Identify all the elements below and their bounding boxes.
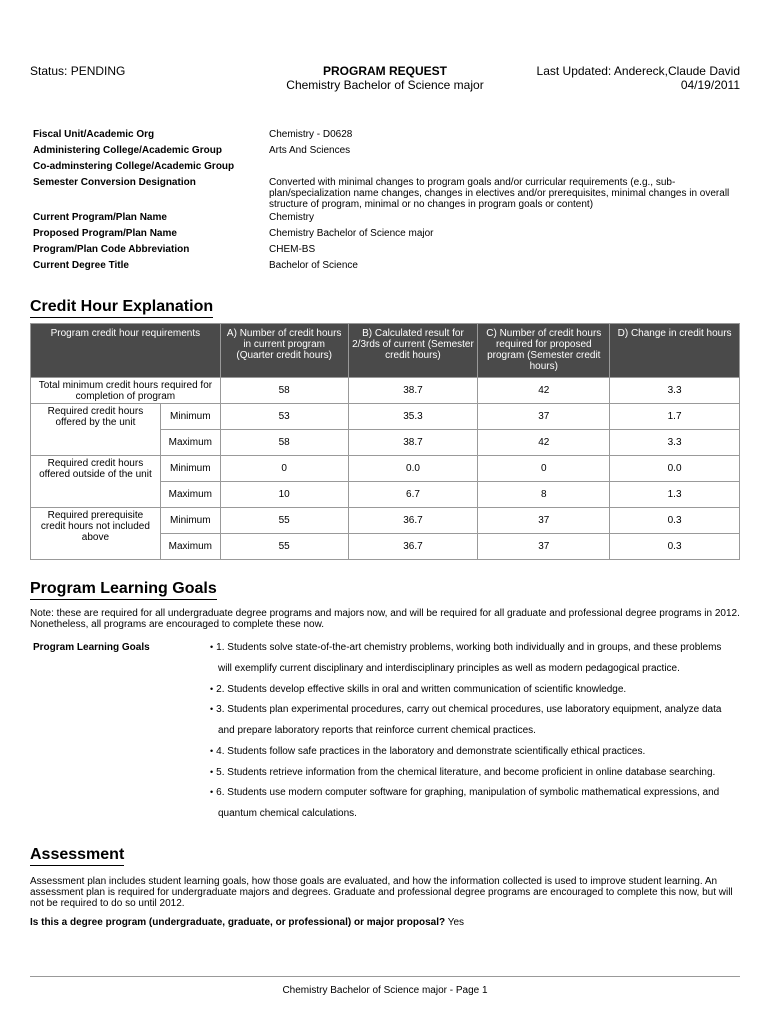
- table-cell: 55: [220, 534, 348, 560]
- credit-hour-heading: Credit Hour Explanation: [30, 298, 213, 318]
- goal-text-continued: and prepare laboratory reports that reinforce current chemical practices.: [218, 725, 536, 736]
- bullet-icon: •: [210, 684, 214, 694]
- table-cell: 53: [220, 404, 348, 430]
- row-sublabel: Maximum: [160, 430, 220, 456]
- current-plan-label: Current Program/Plan Name: [33, 212, 167, 223]
- column-header: A) Number of credit hours in current program (Quarter credit hours): [220, 324, 348, 378]
- table-cell: 58: [220, 430, 348, 456]
- table-cell: 36.7: [348, 508, 478, 534]
- goal-text: 5. Students retrieve information from the chemical literature, and become proficient in online database searching.: [216, 767, 716, 778]
- column-header: B) Calculated result for 2/3rds of current (Semester credit hours): [348, 324, 478, 378]
- table-cell: 42: [478, 378, 610, 404]
- goal-text: 2. Students develop effective skills in oral and written communication of scientific knowledge.: [216, 684, 627, 695]
- table-cell: 42: [478, 430, 610, 456]
- plan-code-label: Program/Plan Code Abbreviation: [33, 244, 190, 255]
- admin-college-label: Administering College/Academic Group: [33, 145, 222, 156]
- degree-program-question: [30, 917, 742, 928]
- table-cell: 35.3: [348, 404, 478, 430]
- row-sublabel: Minimum: [160, 404, 220, 430]
- table-cell: 36.7: [348, 534, 478, 560]
- table-cell: 1.3: [610, 482, 740, 508]
- question-answer: Yes: [447, 917, 465, 928]
- table-header-row: [31, 324, 740, 378]
- goal-item: [210, 642, 721, 653]
- table-cell: 0: [478, 456, 610, 482]
- status-text: Status: PENDING: [30, 64, 126, 78]
- goal-item: [210, 787, 719, 798]
- degree-title-value: Bachelor of Science: [269, 260, 358, 271]
- row-label: Required credit hours offered by the unit: [31, 404, 161, 456]
- table-cell: 6.7: [348, 482, 478, 508]
- table-cell: 38.7: [348, 378, 478, 404]
- page-subtitle: Chemistry Bachelor of Science major: [286, 78, 484, 92]
- table-cell: 3.3: [610, 378, 740, 404]
- bullet-icon: •: [210, 746, 214, 756]
- table-cell: 3.3: [610, 430, 740, 456]
- table-row: [31, 508, 740, 534]
- goal-text: 3. Students plan experimental procedures, carry out chemical procedures, use laboratory equipment, analyze data: [216, 704, 722, 715]
- goal-item: [210, 704, 721, 715]
- fiscal-unit-value: Chemistry - D0628: [269, 129, 353, 140]
- column-header: Program credit hour requirements: [31, 324, 221, 378]
- goal-text: 4. Students follow safe practices in the laboratory and demonstrate scientifically ethical practices.: [216, 746, 646, 757]
- row-label: Required prerequisite credit hours not included above: [31, 508, 161, 560]
- table-cell: 37: [478, 404, 610, 430]
- table-cell: 1.7: [610, 404, 740, 430]
- goal-text: 1. Students solve state-of-the-art chemistry problems, working both individually and in groups, and these problems: [216, 642, 722, 653]
- bullet-icon: •: [210, 642, 214, 652]
- row-sublabel: Minimum: [160, 508, 220, 534]
- proposed-plan-label: Proposed Program/Plan Name: [33, 228, 177, 239]
- column-header: C) Number of credit hours required for proposed program (Semester credit hours): [478, 324, 610, 378]
- table-cell: 0.3: [610, 508, 740, 534]
- learning-goals-heading: Program Learning Goals: [30, 580, 217, 600]
- column-header: D) Change in credit hours: [610, 324, 740, 378]
- table-cell: 0.0: [610, 456, 740, 482]
- goal-text-continued: will exemplify current disciplinary and interdisciplinary principles as well as modern pedagogical practice.: [218, 663, 680, 674]
- row-sublabel: Minimum: [160, 456, 220, 482]
- table-cell: 0: [220, 456, 348, 482]
- credit-hour-table: [30, 323, 740, 560]
- table-cell: 58: [220, 378, 348, 404]
- admin-college-value: Arts And Sciences: [269, 145, 351, 156]
- fiscal-unit-label: Fiscal Unit/Academic Org: [33, 129, 155, 140]
- semester-conversion-value: Converted with minimal changes to program goals and/or curricular requirements (e.g., sub-plan/specialization name changes, changes in electives and/or prerequisites, minimal changes in overall structure of program, minimal or no changes in program goals or content): [269, 177, 730, 210]
- goal-item: [210, 767, 715, 778]
- table-cell: 38.7: [348, 430, 478, 456]
- goal-text: 6. Students use modern computer software for graphing, manipulation of symbolic mathematical expressions, and: [216, 787, 720, 798]
- learning-goals-label: Program Learning Goals: [33, 642, 150, 653]
- assessment-text: Assessment plan includes student learning goals, how those goals are evaluated, and how the information collected is used to improve student learning. An assessment plan is required for undergraduate majors and degrees. Graduate and professional degree programs are encouraged to complete this now, but will not be required to do so until 2012.: [30, 876, 733, 909]
- goal-text-continued: quantum chemical calculations.: [218, 808, 357, 819]
- bullet-icon: •: [210, 787, 214, 797]
- page-title: PROGRAM REQUEST: [322, 64, 447, 78]
- learning-goals-note: Note: these are required for all undergraduate degree programs and majors now, and will be required for all graduate and professional degree programs in 2012. Nonetheless, all programs are encouraged to complete these now.: [30, 608, 740, 630]
- page-footer: Chemistry Bachelor of Science major - Page 1: [282, 985, 488, 996]
- degree-title-label: Current Degree Title: [33, 260, 129, 271]
- table-cell: 37: [478, 534, 610, 560]
- question-text: Is this a degree program (undergraduate, graduate, or professional) or major proposal?: [30, 917, 446, 928]
- row-sublabel: Maximum: [160, 482, 220, 508]
- footer-divider: [30, 976, 740, 977]
- row-label: Total minimum credit hours required for completion of program: [31, 378, 221, 404]
- last-updated-text: Last Updated: Andereck,Claude David: [536, 64, 740, 78]
- row-label: Required credit hours offered outside of the unit: [31, 456, 161, 508]
- bullet-icon: •: [210, 767, 214, 777]
- table-cell: 10: [220, 482, 348, 508]
- table-cell: 55: [220, 508, 348, 534]
- last-updated-date: 04/19/2011: [680, 78, 740, 92]
- goal-item: [210, 746, 645, 757]
- table-cell: 0.3: [610, 534, 740, 560]
- semester-conversion-label: Semester Conversion Designation: [33, 177, 196, 188]
- goal-item: [210, 684, 626, 695]
- table-cell: 37: [478, 508, 610, 534]
- current-plan-value: Chemistry: [269, 212, 315, 223]
- table-row: [31, 456, 740, 482]
- table-cell: 8: [478, 482, 610, 508]
- assessment-heading: Assessment: [30, 846, 124, 866]
- table-row: [31, 404, 740, 430]
- plan-code-value: CHEM-BS: [269, 244, 316, 255]
- row-sublabel: Maximum: [160, 534, 220, 560]
- proposed-plan-value: Chemistry Bachelor of Science major: [269, 228, 434, 239]
- coadmin-college-label: Co-adminstering College/Academic Group: [33, 161, 235, 172]
- table-row: [31, 378, 740, 404]
- table-cell: 0.0: [348, 456, 478, 482]
- bullet-icon: •: [210, 704, 214, 714]
